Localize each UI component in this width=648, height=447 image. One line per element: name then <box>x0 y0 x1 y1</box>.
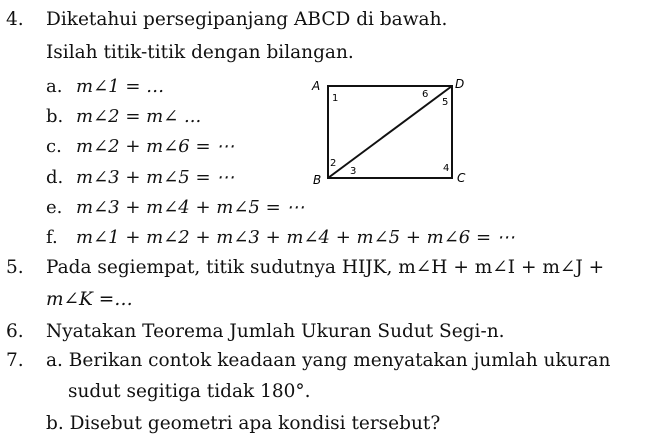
angle-4-label: 4 <box>443 163 450 174</box>
angle-6-label: 6 <box>422 89 429 100</box>
item-expression: m∠2 + m∠6 = ⋯ <box>76 136 235 157</box>
q7-part-a-line-1: a. Berikan contok keadaan yang menyatakan jumlah ukuran <box>46 350 611 371</box>
q6-number: 6. <box>6 321 24 342</box>
q5-line-2: m∠K =… <box>46 289 133 310</box>
angle-5-label: 5 <box>442 97 449 108</box>
item-letter: e. <box>46 197 63 218</box>
item-letter: b. <box>46 106 64 127</box>
q7-part-a-line-2: sudut segitiga tidak 180°. <box>68 381 311 402</box>
item-expression: m∠1 = … <box>76 76 165 97</box>
rectangle-abcd-figure <box>300 74 480 194</box>
diagonal-bd <box>328 86 452 178</box>
angle-1-label: 1 <box>332 93 339 104</box>
q6-text: Nyatakan Teorema Jumlah Ukuran Sudut Segi-n. <box>46 321 505 342</box>
item-letter: a. <box>46 76 63 97</box>
q4-instruction: Isilah titik-titik dengan bilangan. <box>46 42 354 63</box>
item-expression: m∠3 + m∠5 = ⋯ <box>76 167 235 188</box>
q5-line-1: Pada segiempat, titik sudutnya HIJK, m∠H + m∠I + m∠J + <box>46 257 605 278</box>
q7-part-b: b. Disebut geometri apa kondisi tersebut? <box>46 413 441 434</box>
angle-2-label: 2 <box>330 158 337 169</box>
angle-3-label: 3 <box>350 166 357 177</box>
item-expression: m∠3 + m∠4 + m∠5 = ⋯ <box>76 197 305 218</box>
item-letter: d. <box>46 167 64 188</box>
vertex-a-label: A <box>312 79 321 93</box>
q7-number: 7. <box>6 350 24 371</box>
vertex-c-label: C <box>457 171 466 185</box>
item-expression: m∠2 = m∠ ... <box>76 106 202 127</box>
vertex-b-label: B <box>313 173 322 187</box>
vertex-d-label: D <box>455 77 465 91</box>
q5-number: 5. <box>6 257 24 278</box>
item-expression: m∠1 + m∠2 + m∠3 + m∠4 + m∠5 + m∠6 = ⋯ <box>76 227 515 248</box>
item-letter: f. <box>46 227 58 248</box>
item-letter: c. <box>46 136 62 157</box>
q4-intro: Diketahui persegipanjang ABCD di bawah. <box>46 9 448 30</box>
q4-number: 4. <box>6 9 24 30</box>
